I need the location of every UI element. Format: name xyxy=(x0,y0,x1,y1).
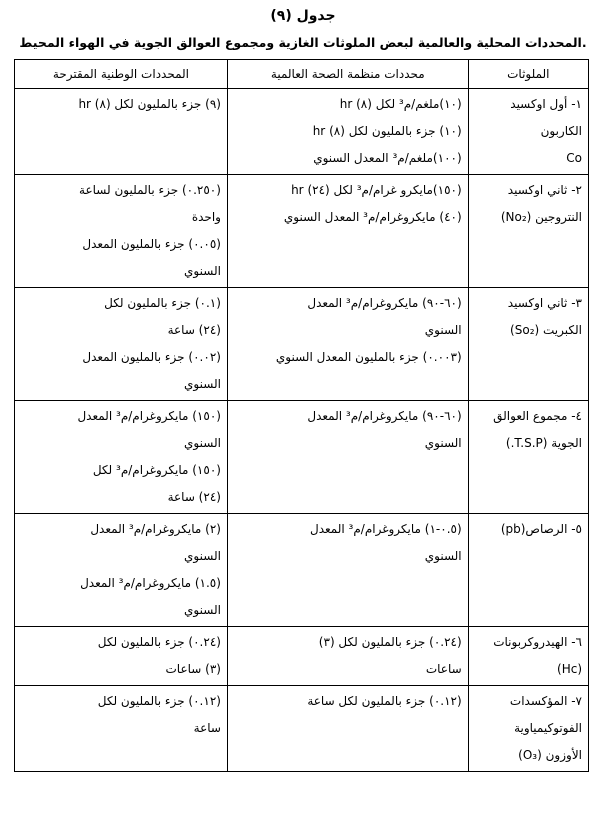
who-cell xyxy=(227,401,468,514)
pollutant-cell xyxy=(468,514,588,627)
cell-line: (٦٠-٩٠) مايكروغرام/م³ المعدل xyxy=(307,296,462,310)
cell-line: الأوزون (O₃) xyxy=(518,748,582,762)
cell-line: (٠.١٢) جزء بالمليون لكل xyxy=(97,694,221,708)
table-body xyxy=(15,89,589,772)
cell-line: (٢) مايكروغرام/م³ المعدل xyxy=(90,522,221,536)
header-national-limits: المحددات الوطنية المقترحة xyxy=(15,60,228,89)
who-cell xyxy=(227,175,468,288)
header-pollutants: الملوثات xyxy=(468,60,588,89)
national-cell xyxy=(15,401,228,514)
cell-line: (١٠٠)ملغم/م³ المعدل السنوي xyxy=(313,151,462,165)
cell-line: السنوي xyxy=(184,549,221,563)
cell-line: ساعات xyxy=(425,662,462,676)
national-cell xyxy=(15,686,228,772)
cell-line: (٦٠-٩٠) مايكروغرام/م³ المعدل xyxy=(307,409,462,423)
cell-line: السنوي xyxy=(184,264,221,278)
cell-line: (٤٠) مايكروغرام/م³ المعدل السنوي xyxy=(283,210,462,224)
table-row xyxy=(15,627,589,686)
limits-table xyxy=(14,59,589,772)
cell-line: (١٥٠) مايكروغرام/م³ لكل xyxy=(92,463,221,477)
cell-line: ٧- المؤكسدات xyxy=(509,694,582,708)
cell-line: ٤- مجموع العوالق xyxy=(493,409,582,423)
cell-line: (٠.٢٤) جزء بالمليون لكل (٣) xyxy=(318,635,462,649)
table-row xyxy=(15,401,589,514)
cell-line: ساعة xyxy=(193,721,221,735)
pollutant-cell xyxy=(468,627,588,686)
national-cell xyxy=(15,175,228,288)
cell-line: الجوية (T.S.P.) xyxy=(505,436,582,450)
cell-line: السنوي xyxy=(424,436,462,450)
cell-line: (٠.٢٤) جزء بالمليون لكل xyxy=(97,635,221,649)
cell-line: (٩) جزء بالمليون لكل (٨) hr xyxy=(78,97,221,111)
cell-line: (٣) ساعات xyxy=(165,662,221,676)
cell-line: ٢- ثاني اوكسيد xyxy=(507,183,582,197)
pollutant-cell xyxy=(468,401,588,514)
cell-line: (٠.١٢) جزء بالمليون لكل ساعة xyxy=(307,694,462,708)
cell-line: ٥- الرصاص(pb) xyxy=(500,522,582,536)
who-cell xyxy=(227,514,468,627)
cell-line: (٠.١) جزء بالمليون لكل xyxy=(104,296,221,310)
cell-line: (٠.٠٥) جزء بالمليون المعدل xyxy=(82,237,221,251)
national-cell xyxy=(15,627,228,686)
header-row xyxy=(15,60,589,89)
pollutant-cell xyxy=(468,89,588,175)
cell-line: ١- أول اوكسيد xyxy=(510,97,582,111)
pollutant-cell xyxy=(468,175,588,288)
table-row xyxy=(15,89,589,175)
cell-line: السنوي xyxy=(424,323,462,337)
pollutant-cell xyxy=(468,288,588,401)
cell-line: الفوتوكيمياوية xyxy=(514,721,582,735)
table-row xyxy=(15,514,589,627)
table-title: جدول (٩) xyxy=(270,8,336,24)
cell-line: (Hc) xyxy=(557,662,582,676)
table-caption: المحددات المحلية والعالمية لبعض الملوثات الغازية ومجموع العوالق الجوية في الهواء المحيط. xyxy=(19,35,587,50)
header-who-limits: محددات منظمة الصحة العالمية xyxy=(227,60,468,89)
who-cell xyxy=(227,288,468,401)
table-row xyxy=(15,175,589,288)
table-row xyxy=(15,288,589,401)
table-row xyxy=(15,686,589,772)
national-cell xyxy=(15,514,228,627)
who-cell xyxy=(227,89,468,175)
national-cell xyxy=(15,89,228,175)
cell-line: (٠.٠٠٣) جزء بالمليون المعدل السنوي xyxy=(275,350,462,364)
cell-line: الكبريت (So₂) xyxy=(510,323,582,337)
cell-line: السنوي xyxy=(424,549,462,563)
who-cell xyxy=(227,686,468,772)
cell-line: الكاربون xyxy=(540,124,582,138)
cell-line: (٢٤) ساعة xyxy=(167,490,221,504)
pollutant-cell xyxy=(468,686,588,772)
cell-line: السنوي xyxy=(184,436,221,450)
cell-line: (٠.٠٢) جزء بالمليون المعدل xyxy=(82,350,221,364)
cell-line: (١٠) جزء بالمليون لكل (٨) hr xyxy=(312,124,462,138)
cell-line: ٣- ثاني اوكسيد xyxy=(507,296,582,310)
who-cell xyxy=(227,627,468,686)
cell-line: السنوي xyxy=(184,377,221,391)
cell-line: (١٠)ملغم/م³ لكل (٨) hr xyxy=(339,97,462,111)
cell-line: (١٥٠)مايكرو غرام/م³ لكل (٢٤) hr xyxy=(291,183,462,197)
cell-line: (٢٤) ساعة xyxy=(167,323,221,337)
cell-line: النتروجين (No₂) xyxy=(500,210,582,224)
cell-line: (٠.٥-١) مايكروغرام/م³ المعدل xyxy=(309,522,462,536)
cell-line: السنوي xyxy=(184,603,221,617)
cell-line: (١٥٠) مايكروغرام/م³ المعدل xyxy=(77,409,221,423)
cell-line: واحدة xyxy=(191,210,221,224)
cell-line: ٦- الهيدروكربونات xyxy=(493,635,582,649)
national-cell xyxy=(15,288,228,401)
cell-line: Co xyxy=(566,151,582,165)
cell-line: (١.٥) مايكروغرام/م³ المعدل xyxy=(80,576,221,590)
cell-line: (٠.٢٥٠) جزء بالمليون لساعة xyxy=(79,183,221,197)
